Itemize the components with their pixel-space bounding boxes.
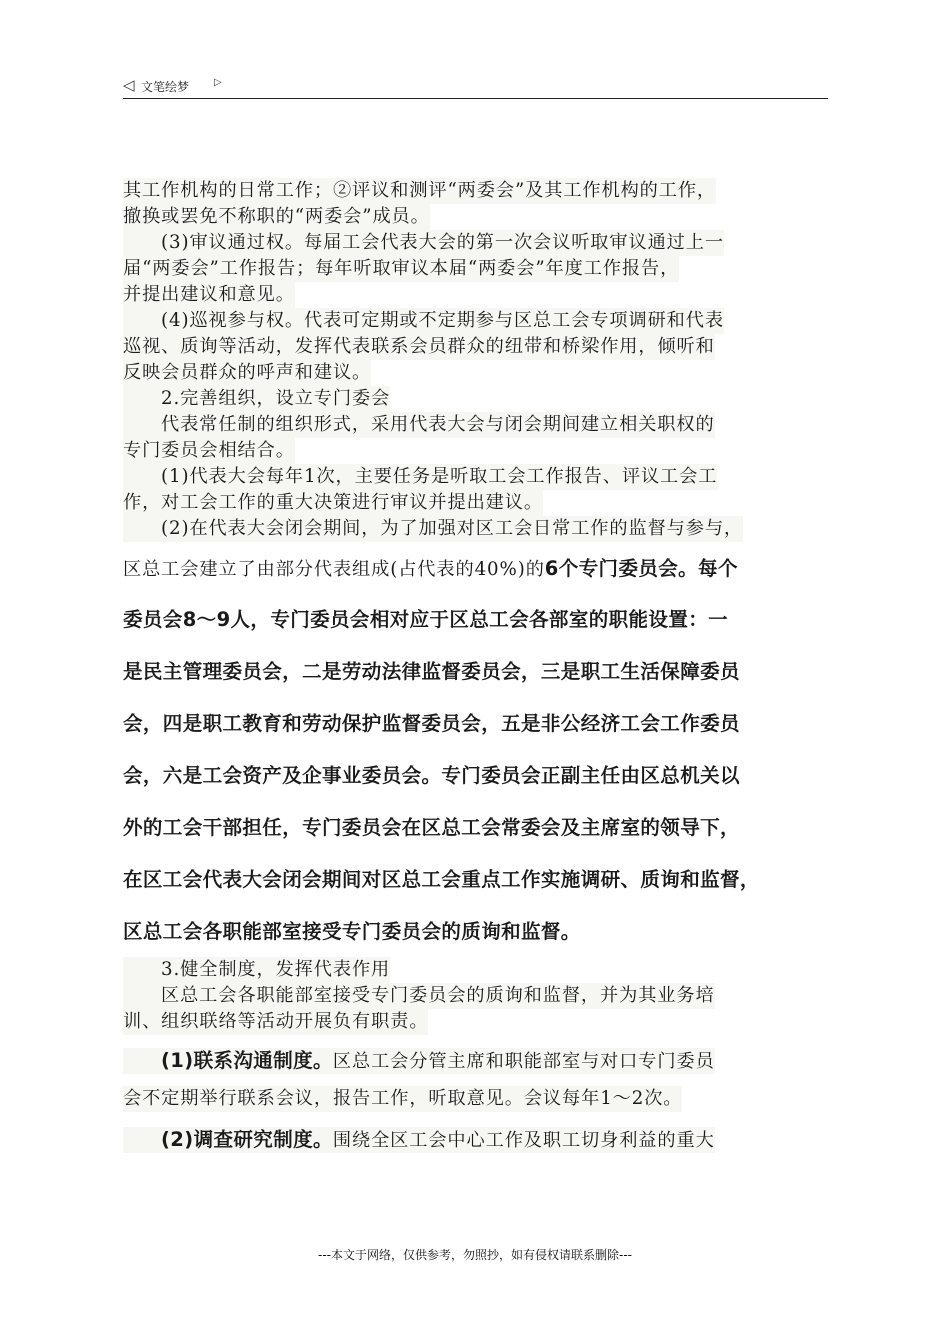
right-triangle-icon: ▷ xyxy=(214,77,222,88)
paragraph-line: 届“两委会”工作报告；每年听取审议本届“两委会”年度工作报告， xyxy=(123,256,679,282)
paragraph-line: 作，对工会工作的重大决策进行审议并提出建议。 xyxy=(123,490,543,516)
paragraph-line: 训、组织联络等活动开展负有职责。 xyxy=(123,1009,428,1035)
bold-paragraph-line: 是民主管理委员会，二是劳动法律监督委员会，三是职工生活保障委员 xyxy=(123,660,740,683)
bold-paragraph-line: 会，六是工会资产及企事业委员会。专门委员会正副主任由区总机关以 xyxy=(123,764,740,787)
mixed-paragraph-line xyxy=(123,556,738,582)
normal-text: 区总工会建立了由部分代表组成(占代表的40%)的 xyxy=(123,559,545,580)
paragraph-line: 会不定期举行联系会议，报告工作，听取意见。会议每年1～2次。 xyxy=(123,1086,682,1112)
paragraph-line: 代表常任制的组织形式，采用代表大会与闭会期间建立相关职权的 xyxy=(123,412,715,438)
paragraph-line: (4)巡视参与权。代表可定期或不定期参与区总工会专项调研和代表 xyxy=(123,308,724,334)
item-title: (2)调查研究制度。 xyxy=(161,1128,333,1151)
section-heading: 2.完善组织，设立专门委会 xyxy=(123,386,390,412)
item-title: (1)联系沟通制度。 xyxy=(161,1049,333,1072)
paragraph-line: 撤换或罢免不称职的“两委会”成员。 xyxy=(123,204,430,230)
paragraph-line: 其工作机构的日常工作；②评议和测评“两委会”及其工作机构的工作， xyxy=(123,178,716,204)
paragraph-line: 专门委员会相结合。 xyxy=(123,438,295,464)
paragraph-line: (3)审议通过权。每届工会代表大会的第一次会议听取审议通过上一 xyxy=(123,230,724,256)
list-item xyxy=(123,1048,715,1074)
bold-paragraph-line: 委员会8～9人，专门委员会相对应于区总工会各部室的职能设置：一 xyxy=(123,608,729,631)
left-triangle-icon: ◁ xyxy=(123,76,135,94)
item-text: 区总工会分管主席和职能部室与对口专门委员 xyxy=(332,1051,715,1072)
paragraph-line: 区总工会各职能部室接受专门委员会的质询和监督，并为其业务培 xyxy=(123,983,715,1009)
paragraph-line: (1)代表大会每年1次，主要任务是听取工会工作报告、评议工会工 xyxy=(123,464,717,490)
bold-paragraph-line: 在区工会代表大会闭会期间对区总工会重点工作实施调研、质询和监督， xyxy=(123,868,760,891)
section-heading: 3.健全制度，发挥代表作用 xyxy=(123,957,390,983)
list-item xyxy=(123,1127,715,1153)
page-footer: ---本文于网络，仅供参考，勿照抄，如有侵权请联系删除--- xyxy=(318,1248,632,1262)
header-title: 文笔绘梦 xyxy=(141,80,190,94)
bold-paragraph-line: 外的工会干部担任，专门委员会在区总工会常委会及主席室的领导下， xyxy=(123,816,740,839)
bold-paragraph-line: 区总工会各职能部室接受专门委员会的质询和监督。 xyxy=(123,920,581,943)
paragraph-line: 并提出建议和意见。 xyxy=(123,282,295,308)
paragraph-line: (2)在代表大会闭会期间，为了加强对区工会日常工作的监督与参与， xyxy=(123,516,743,542)
bold-paragraph-line: 会，四是职工教育和劳动保护监督委员会，五是非公经济工会工作委员 xyxy=(123,712,740,735)
paragraph-line: 巡视、质询等活动，发挥代表联系会员群众的纽带和桥梁作用，倾听和 xyxy=(123,334,715,360)
paragraph-line: 反映会员群众的呼声和建议。 xyxy=(123,360,371,386)
item-text: 围绕全区工会中心工作及职工切身利益的重大 xyxy=(332,1130,715,1151)
page-header xyxy=(123,74,828,99)
bold-text: 6个专门委员会。每个 xyxy=(544,557,738,580)
